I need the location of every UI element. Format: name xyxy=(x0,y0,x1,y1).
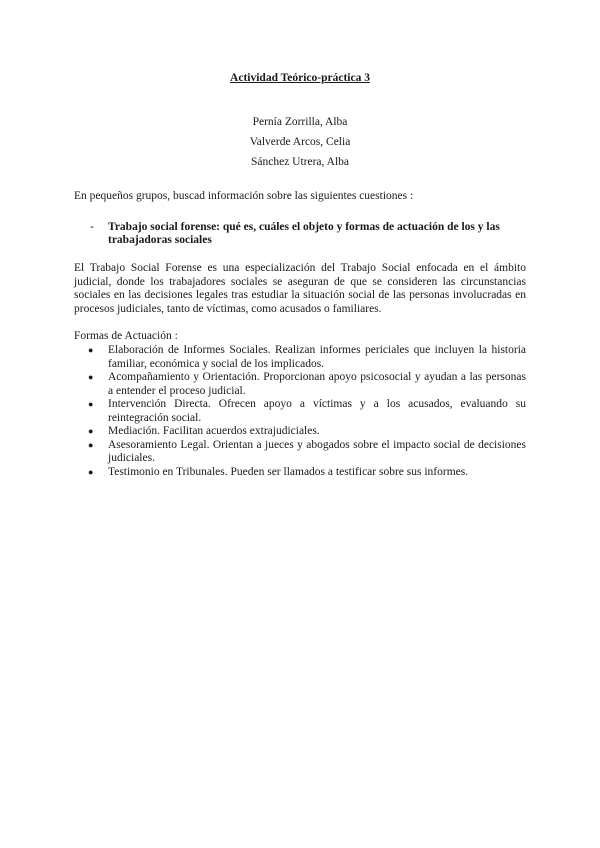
formas-list xyxy=(74,344,526,479)
dash-marker: - xyxy=(90,221,94,233)
list-item-text: Asesoramiento Legal. Orientan a jueces y abogados sobre el impacto social de decisiones judiciales. xyxy=(108,438,526,464)
author-name: Sánchez Utrera, Alba xyxy=(250,156,350,168)
bullet-icon: ● xyxy=(88,345,94,355)
list-item-text: Acompañamiento y Orientación. Proporcionan apoyo psicosocial y ayudan a las personas a entender el proceso judicial. xyxy=(108,371,526,397)
list-item xyxy=(74,439,526,466)
section-label: Formas de Actuación : xyxy=(74,330,178,342)
list-item-text: Mediación. Facilitan acuerdos extrajudiciales. xyxy=(108,425,320,437)
question-item xyxy=(90,221,530,247)
author-name: Pernía Zorrilla, Alba xyxy=(252,116,348,128)
list-item xyxy=(74,425,526,439)
list-item-text: Testimonio en Tribunales. Pueden ser llamados a testificar sobre sus informes. xyxy=(108,465,469,478)
question-text: Trabajo social forense: qué es, cuáles el objeto y formas de actuación de los y las trabajadoras sociales xyxy=(108,221,500,246)
bullet-icon: ● xyxy=(88,372,94,382)
list-item xyxy=(74,371,526,398)
list-item xyxy=(74,344,526,371)
bullet-icon: ● xyxy=(88,399,94,409)
bullet-icon: ● xyxy=(88,426,94,436)
list-item-text: Elaboración de Informes Sociales. Realizan informes periciales que incluyen la historia familiar, económica y social de los implicados. xyxy=(108,344,526,370)
document-title: Actividad Teórico-práctica 3 xyxy=(230,72,370,84)
bullet-icon: ● xyxy=(88,466,94,477)
list-item xyxy=(74,466,526,480)
list-item xyxy=(74,398,526,425)
list-item-text: Intervención Directa. Ofrecen apoyo a víctimas y a los acusados, evaluando su reintegración social. xyxy=(108,398,526,424)
bullet-icon: ● xyxy=(88,439,94,450)
body-paragraph: El Trabajo Social Forense es una especialización del Trabajo Social enfocada en el ámbito judicial, donde los trabajadores sociales se aseguran de que se consideren las circunstancias sociales en las decisiones legales tras estudiar la situación social de las personas involucradas en procesos judiciales, tanto de víctimas, como acusados o familiares. xyxy=(74,262,526,315)
intro-text: En pequeños grupos, buscad información sobre las siguientes cuestiones : xyxy=(74,190,414,202)
author-name: Valverde Arcos, Celia xyxy=(249,136,351,148)
author-list xyxy=(0,112,600,172)
